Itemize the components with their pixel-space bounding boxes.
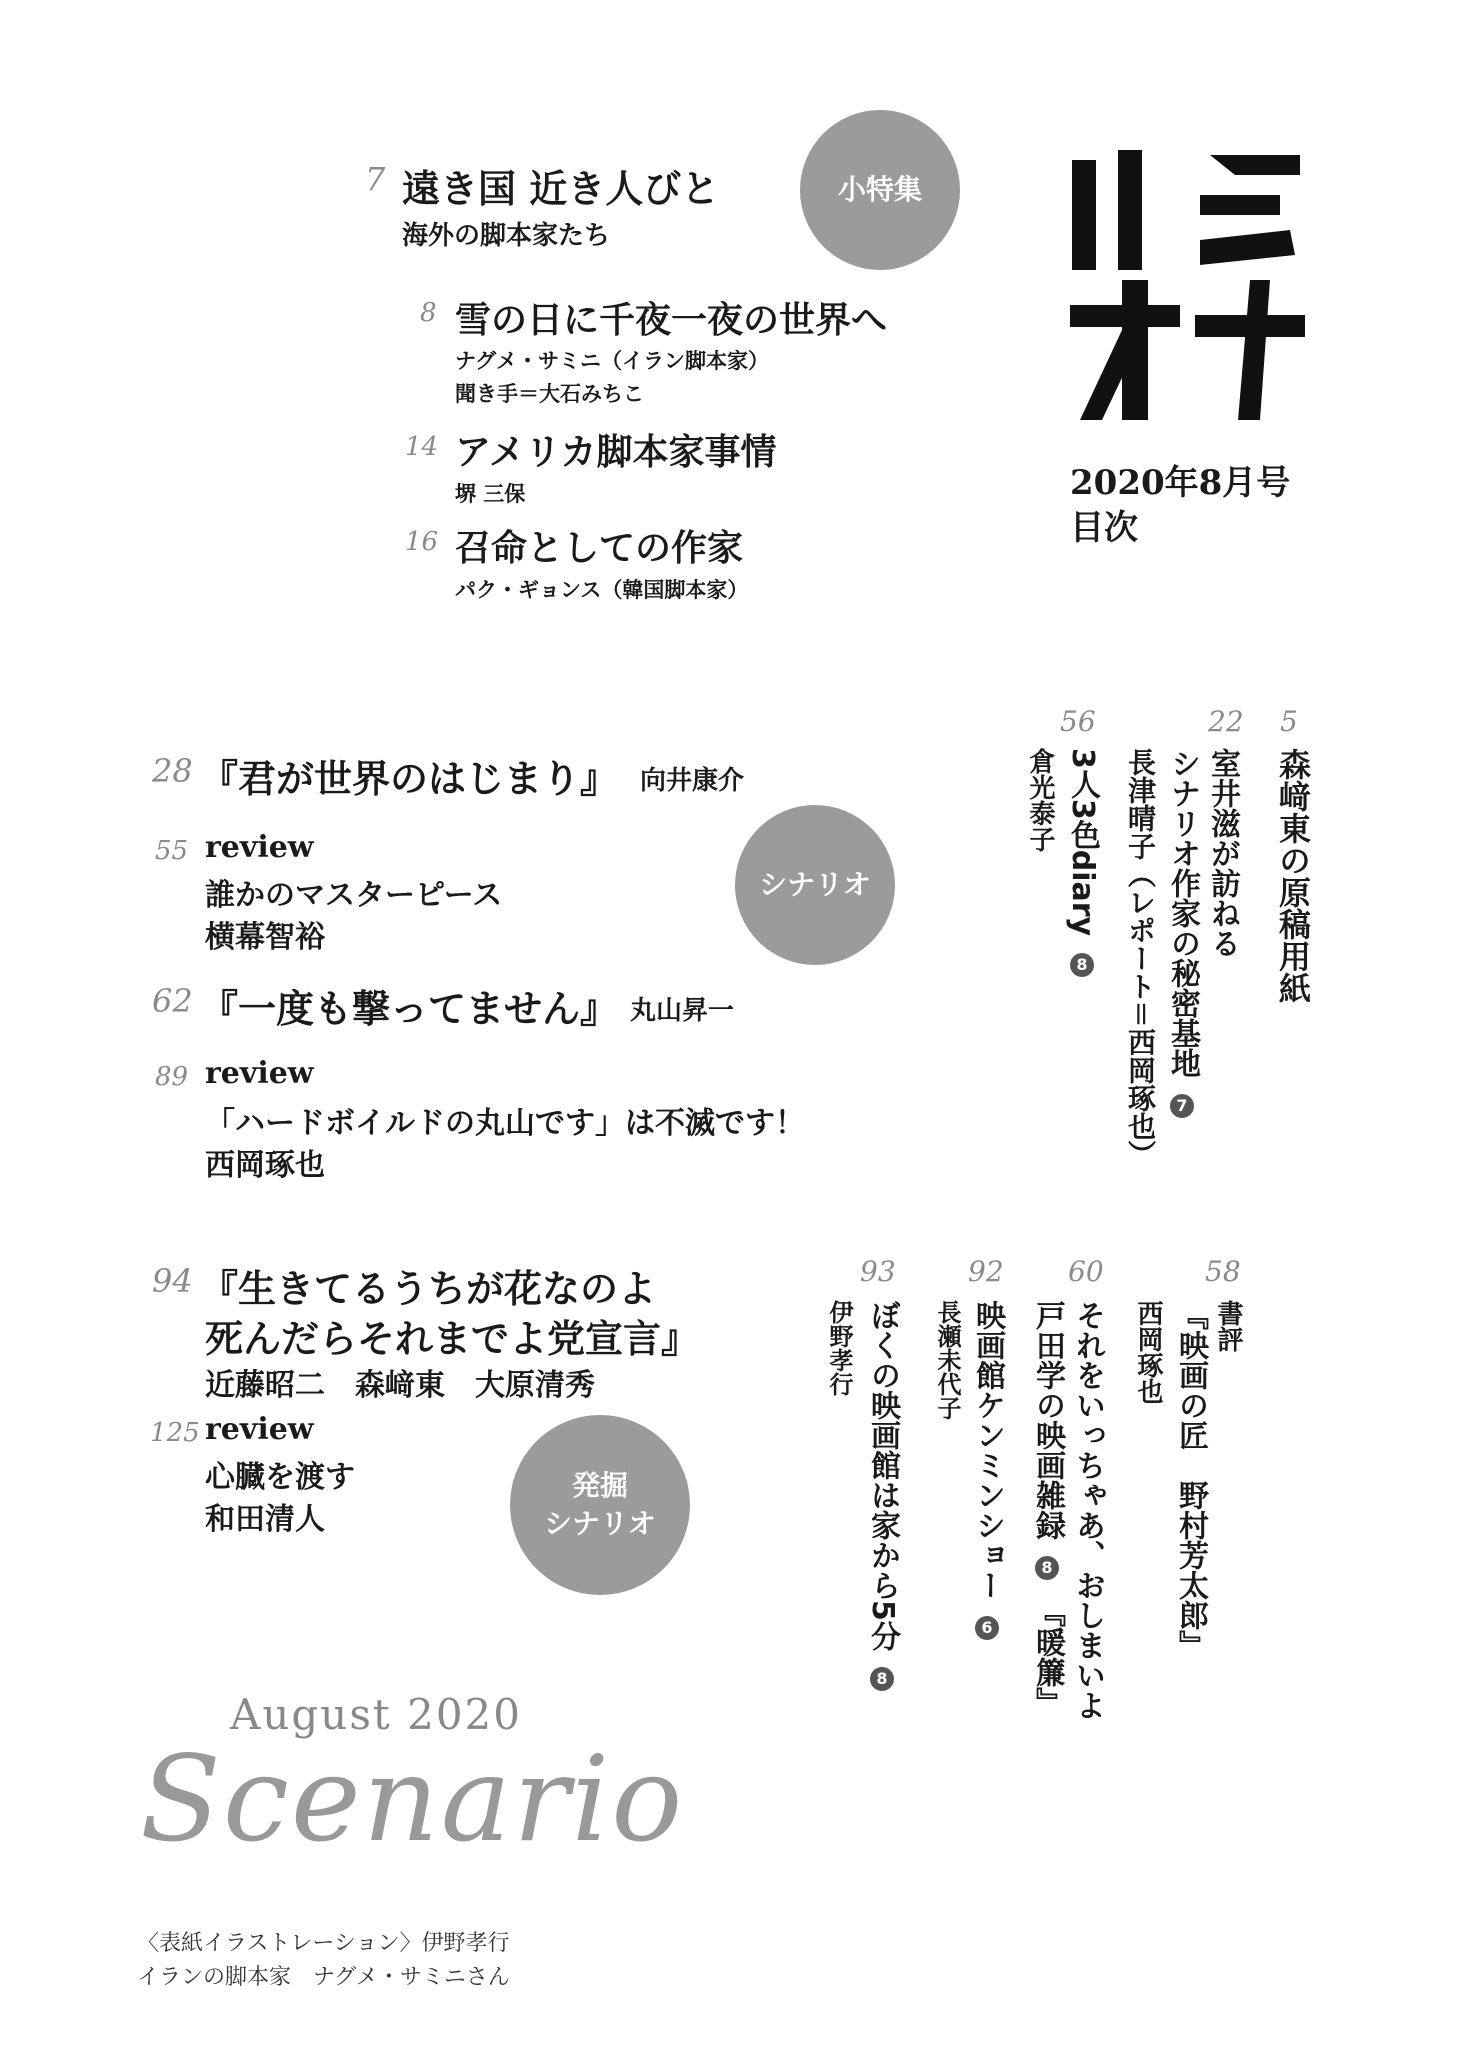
feature-title: 遠き国 近き人びと: [402, 167, 720, 211]
credit-line: 〈表紙イラストレーション〉伊野孝行: [137, 1931, 510, 1956]
excavation-badge-line1: 発掘: [571, 1469, 628, 1503]
part-number-badge: 8: [1035, 1556, 1059, 1580]
review-author: 和田清人: [205, 1502, 325, 1537]
vertical-title: [860, 1300, 904, 1691]
excavation-authors: 近藤昭二 森﨑東 大原清秀: [205, 1368, 595, 1403]
scenario-title: 『君が世界のはじまり』: [200, 757, 619, 801]
scenario-author: 向井康介: [640, 766, 745, 796]
feature-subtitle: 海外の脚本家たち: [402, 221, 611, 251]
excavation-badge: [510, 1415, 690, 1595]
review-label: review: [205, 830, 314, 865]
review-label: review: [205, 1412, 314, 1447]
article-title: アメリカ脚本家事情: [455, 432, 777, 473]
review-label: 書評: [1213, 1300, 1243, 1352]
article-author: 堺 三保: [455, 482, 526, 506]
article-title: 召命としての作家: [455, 528, 744, 569]
part-number-badge: 8: [1070, 953, 1094, 977]
page-number: 125: [150, 1418, 200, 1448]
vertical-author: 西岡琢也: [1133, 1300, 1163, 1404]
vertical-author: 倉光泰子: [1025, 748, 1055, 852]
masthead: [1060, 130, 1320, 430]
review-author: 西岡琢也: [205, 1148, 325, 1183]
vertical-author: 長津晴子（レポート＝西岡琢也）: [1124, 748, 1157, 1169]
vertical-title: 『映画の匠 野村芳太郎』: [1173, 1300, 1208, 1660]
article-interviewer: 聞き手＝大石みちこ: [455, 382, 644, 406]
vertical-author: 伊野孝行: [825, 1300, 853, 1396]
scenario-author: 丸山昇一: [630, 996, 735, 1026]
page-number: 16: [405, 527, 439, 557]
page-number: 94: [152, 1262, 193, 1300]
credit-line: イランの脚本家 ナグメ・サミニさん: [137, 1965, 510, 1990]
excavation-title-line2: 死んだらそれまでよ党宣言』: [205, 1317, 700, 1361]
vertical-subtitle-text: シナリオ作家の秘密基地: [1165, 748, 1200, 1078]
review-title: 誰かのマスターピース: [205, 878, 503, 913]
page-number: 5: [1280, 705, 1298, 738]
vertical-title: [965, 1300, 1009, 1640]
excavation-title-line1: 『生きてるうちが花なのよ: [200, 1267, 657, 1311]
page-number: 22: [1208, 705, 1244, 738]
review-label: review: [205, 1056, 314, 1091]
scenario-badge: シナリオ: [735, 805, 895, 965]
vertical-subtitle: [1160, 748, 1204, 1118]
vertical-title: [1060, 748, 1104, 977]
scenario-title: 『一度も撃ってません』: [200, 987, 619, 1031]
page-number: 89: [155, 1062, 189, 1092]
page-number: 58: [1205, 1255, 1241, 1288]
contents-label: 目次: [1070, 508, 1138, 548]
vertical-author: 長瀬未代子: [933, 1300, 961, 1420]
vertical-title-text: 3人3色diary: [1065, 748, 1100, 937]
page-number: 92: [968, 1255, 1004, 1288]
review-title: 「ハードボイルドの丸山です」は不滅です！: [205, 1106, 805, 1141]
part-number-badge: 6: [975, 1616, 999, 1640]
vertical-title: 室井滋が訪ねる: [1205, 748, 1240, 958]
page-number: 28: [152, 752, 193, 790]
vertical-title-text: ぼくの映画館は家から5分: [865, 1300, 900, 1651]
vertical-title: それをいっちゃあ、おしまいよ: [1070, 1300, 1105, 1720]
vertical-title: 森﨑東の原稿用紙: [1274, 748, 1312, 1004]
logo-scenario-script: Scenario: [140, 1730, 685, 1868]
issue-label: 2020年8月号: [1070, 463, 1291, 503]
page-number: 93: [860, 1255, 896, 1288]
logo-text-shinario: [1060, 130, 1320, 430]
part-number-badge: 7: [1170, 1094, 1194, 1118]
page-number: 7: [365, 160, 386, 198]
review-author: 横幕智裕: [205, 920, 325, 955]
article-author: ナグメ・サミニ（イラン脚本家）: [455, 349, 769, 373]
page-number: 8: [420, 298, 437, 328]
excavation-badge-line2: シナリオ: [544, 1507, 656, 1540]
page-number: 56: [1060, 705, 1096, 738]
vertical-subtitle-text: 戸田学の映画雑録: [1030, 1300, 1065, 1540]
review-title: 心臓を渡す: [205, 1460, 355, 1495]
page-number: 14: [405, 432, 439, 462]
logo-august: August 2020: [230, 1690, 522, 1739]
vertical-subtitle: [1025, 1300, 1069, 1717]
feature-badge: 小特集: [800, 110, 960, 270]
article-author: パク・ギョンス（韓国脚本家）: [455, 578, 749, 602]
vertical-subtitle-work: 『暖簾』: [1030, 1596, 1065, 1717]
page-number: 60: [1068, 1255, 1104, 1288]
page-number: 62: [152, 982, 193, 1020]
vertical-title-text: 映画館ケンミンショー: [970, 1300, 1005, 1600]
article-title: 雪の日に千夜一夜の世界へ: [455, 300, 888, 341]
page-number: 55: [155, 836, 189, 866]
part-number-badge: 8: [870, 1667, 894, 1691]
